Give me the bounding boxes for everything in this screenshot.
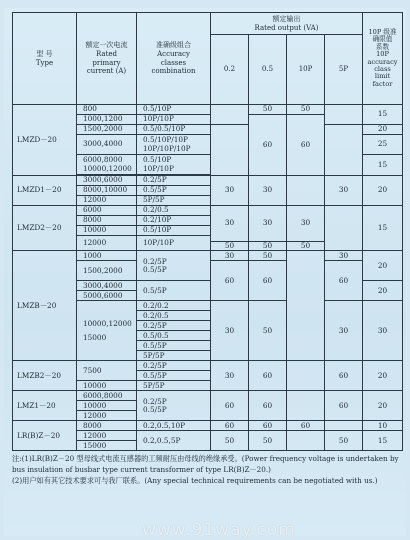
comb-cell: 0.2/0.2	[137, 301, 211, 311]
value-cell	[211, 125, 249, 176]
value-cell: 30	[211, 301, 249, 361]
alf-cell: 20	[363, 391, 403, 421]
comb-cell: 0.5/10P	[137, 226, 211, 236]
alf-cell: 20	[363, 361, 403, 391]
alf-cell: 10	[363, 421, 403, 431]
value-cell: 60	[287, 421, 325, 431]
ratio-cell: 1000,1200	[77, 115, 137, 125]
value-cell: 30	[325, 301, 363, 361]
value-cell	[287, 391, 325, 421]
comb-cell: 10P/10P	[137, 115, 211, 125]
col-10p: 10P	[287, 35, 325, 105]
ratio-cell: 6000,8000 10000,12000	[77, 155, 137, 175]
ratio-cell: 6000,8000	[77, 391, 137, 401]
value-cell	[325, 105, 363, 125]
value-cell: 50	[287, 242, 325, 251]
value-cell: 30	[249, 206, 287, 242]
ratio-cell: 10000	[77, 226, 137, 236]
comb-cell: 0.2,0.5,5P	[137, 431, 211, 451]
ratio-cell: 7500	[77, 361, 137, 381]
value-cell: 60	[249, 361, 287, 391]
ratio-cell: 8000	[77, 216, 137, 226]
value-cell: 50	[211, 242, 249, 251]
value-cell	[287, 431, 325, 451]
ratio-cell: 12000	[77, 431, 137, 441]
table-row	[13, 421, 403, 431]
value-cell	[325, 206, 363, 251]
value-cell: 30	[211, 251, 249, 261]
alf-cell: 15	[363, 206, 403, 251]
comb-cell: 5P/5P	[137, 351, 211, 361]
value-cell: 30	[211, 176, 249, 206]
alf-cell: 25	[363, 135, 403, 155]
ratio-cell: 10000	[77, 381, 137, 391]
value-cell: 50	[211, 431, 249, 451]
ratio-cell: 1500,2000	[77, 125, 137, 135]
value-cell: 30	[287, 206, 325, 242]
alf-cell: 20	[363, 251, 403, 281]
alf-cell: 15	[363, 431, 403, 451]
value-cell	[325, 421, 363, 431]
type-cell: LMZD－20	[13, 105, 77, 176]
table-row	[13, 391, 403, 401]
comb-cell: 0.5/10P 10P/10P	[137, 155, 211, 175]
table-row	[13, 206, 403, 216]
type-cell: LMZD1－20	[13, 176, 77, 206]
comb-cell: 0.2/10P	[137, 216, 211, 226]
col-0.2: 0.2	[211, 35, 249, 105]
ratio-cell: 3000,4000	[77, 135, 137, 155]
ratio-cell: 15000	[77, 441, 137, 451]
comb-cell: 0.2,0.5,10P	[137, 421, 211, 431]
comb-cell: 5P/5P	[137, 381, 211, 391]
ratio-cell: 8000,10000	[77, 186, 137, 196]
ratio-cell: 12000	[77, 411, 137, 421]
comb-cell: 0.5/10P/10P 10P/10P/10P	[137, 135, 211, 155]
comb-cell: 0.5/5P	[137, 341, 211, 351]
value-cell: 30	[211, 206, 249, 242]
value-cell: 50	[249, 105, 287, 115]
value-cell: 50	[287, 105, 325, 115]
value-cell: 60	[249, 391, 287, 421]
ratio-cell: 1500,2000	[77, 261, 137, 281]
note-2: (2)用户如有其它技术要求可与我厂联系。(Any special technical requirements can be negotiated with us.)	[12, 476, 378, 486]
accuracy-combination-header: 准确级组合 Accuracy classes combination	[137, 13, 211, 105]
comb-cell: 0.2/5P	[137, 361, 211, 371]
value-cell	[287, 251, 325, 361]
notes	[12, 453, 404, 486]
alf-header: 10P 级准 确限值 系数 10P accuracy class limit factor	[363, 13, 403, 105]
value-cell: 60	[249, 115, 287, 176]
ratio-cell: 5000,6000	[77, 291, 137, 301]
alf-cell: 30	[363, 301, 403, 361]
value-cell: 50	[325, 431, 363, 451]
value-cell: 60	[325, 361, 363, 391]
value-cell: 60	[325, 261, 363, 301]
value-cell: 50	[249, 242, 287, 251]
value-cell: 60	[249, 261, 287, 301]
ratio-cell: 10000	[77, 401, 137, 411]
spec-sheet	[4, 8, 406, 540]
value-cell: 60	[287, 115, 325, 176]
comb-cell: 0.2/0.5	[137, 311, 211, 321]
table-row	[13, 105, 403, 115]
value-cell: 30	[249, 176, 287, 206]
watermark: www.91way.com	[142, 520, 296, 540]
value-cell: 60	[211, 261, 249, 301]
alf-cell: 20	[363, 125, 403, 135]
ratio-cell: 12000	[77, 196, 137, 206]
ratio-cell: 8000	[77, 421, 137, 431]
ratio-cell: 10000,12000 15000	[77, 301, 137, 361]
comb-cell: 5P/5P	[137, 196, 211, 206]
type-cell: LR(B)Z－20	[13, 421, 77, 451]
value-cell	[287, 176, 325, 206]
table-row	[13, 176, 403, 186]
value-cell: 60	[211, 391, 249, 421]
ratio-cell: 6000	[77, 206, 137, 216]
type-cell: LMZB－20	[13, 251, 77, 361]
alf-cell: 15	[363, 105, 403, 125]
primary-current-header: 额定一次电流 Rated primary current (A)	[77, 13, 137, 105]
value-cell: 50	[249, 251, 287, 261]
comb-cell: 0.2/5P 0.5/5P	[137, 391, 211, 421]
comb-cell: 0.5/10P	[137, 105, 211, 115]
comb-cell: 0.5/0.5	[137, 331, 211, 341]
comb-cell: 0.2/5P	[137, 321, 211, 331]
type-cell: LMZ1－20	[13, 391, 77, 421]
value-cell: 60	[211, 421, 249, 431]
ratio-cell: 3000,6000	[77, 176, 137, 186]
value-cell: 30	[211, 361, 249, 391]
ratio-cell: 3000,4000	[77, 281, 137, 291]
comb-cell: 0.2/5P 0.5/5P	[137, 251, 211, 281]
col-5p: 5P	[325, 35, 363, 105]
value-cell: 50	[249, 301, 287, 361]
value-cell	[287, 361, 325, 391]
note-1: 注:(1)LR(B)Z－20 型母线式电流互感器的工频耐压由母线的绝缘承受。(Power frequency voltage is undertaken by bus insulation of busbar type current transformer of type LR(B)Z－20.)	[12, 454, 399, 475]
col-0.5: 0.5	[249, 35, 287, 105]
comb-cell: 0.2/0.5	[137, 206, 211, 216]
value-cell: 60	[249, 421, 287, 431]
ratio-cell: 800	[77, 105, 137, 115]
comb-cell: 0.2/5P	[137, 176, 211, 186]
ratio-cell: 1000	[77, 251, 137, 261]
ratio-cell: 12000	[77, 236, 137, 251]
value-cell: 60	[325, 391, 363, 421]
comb-cell: 0.5/5P	[137, 186, 211, 196]
comb-cell: 0.5/5P	[137, 371, 211, 381]
type-cell: LMZB2－20	[13, 361, 77, 391]
table-row	[13, 251, 403, 261]
alf-cell: 20	[363, 176, 403, 206]
rated-output-header: 额定输出 Rated output (VA)	[211, 13, 363, 35]
type-header: 型 号 Type	[13, 13, 77, 105]
alf-cell: 20	[363, 281, 403, 301]
type-cell: LMZD2－20	[13, 206, 77, 251]
value-cell: 30	[325, 176, 363, 206]
value-cell	[211, 105, 249, 125]
table-row	[13, 361, 403, 371]
value-cell	[325, 125, 363, 176]
value-cell: 50	[249, 431, 287, 451]
comb-cell: 0.5/0.5/10P	[137, 125, 211, 135]
alf-cell: 15	[363, 155, 403, 176]
comb-cell: 10P/10P	[137, 236, 211, 251]
value-cell: 30	[325, 251, 363, 261]
rating-table	[12, 12, 403, 451]
comb-cell: 0.5/5P	[137, 281, 211, 301]
